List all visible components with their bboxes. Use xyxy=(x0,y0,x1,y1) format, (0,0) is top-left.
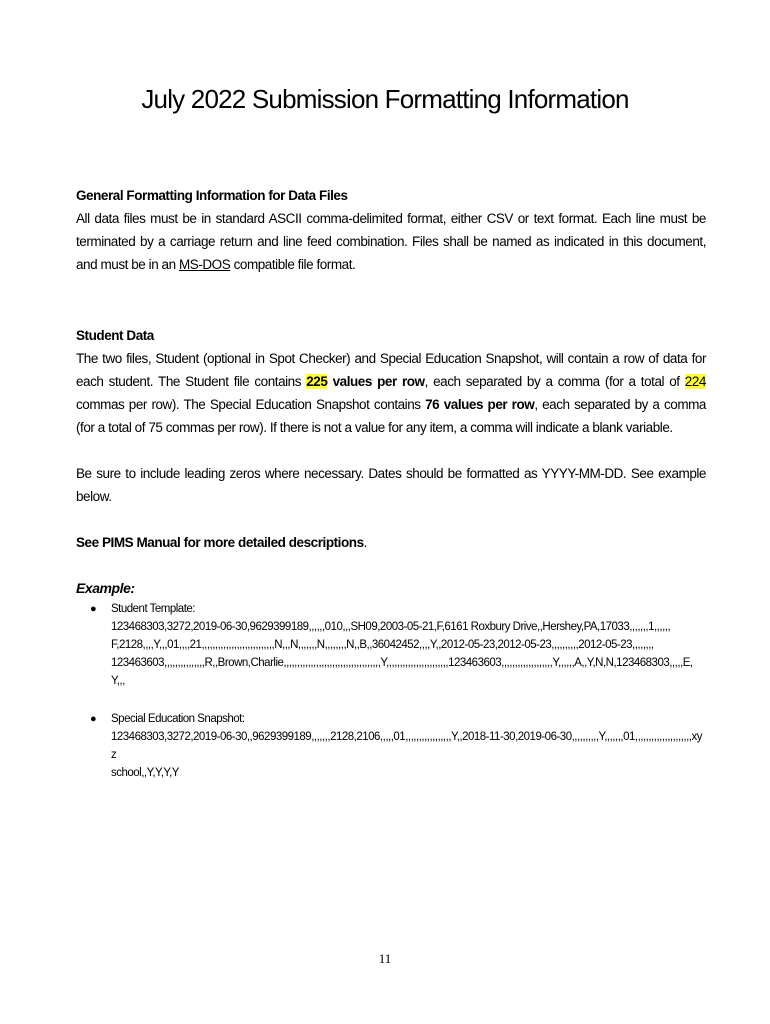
student-data-paragraph xyxy=(76,347,706,439)
code-line: school,,Y,Y,Y,Y xyxy=(111,767,179,779)
leading-zeros-paragraph: Be sure to include leading zeros where necessary. Dates should be formatted as YYYY-MM-DD. See example below. xyxy=(76,466,706,504)
student-text-d: commas per row). The Special Education Snapshot contains xyxy=(76,397,426,412)
pims-manual-bold: See PIMS Manual for more detailed descriptions xyxy=(76,535,364,550)
highlight-225: 225 xyxy=(306,374,328,389)
example-section xyxy=(76,577,706,782)
code-line: F,2128,,,,Y,,,01,,,,21,,,,,,,,,,,,,,,,,,,,,,,,,,,N,,,N,,,,,,,N,,,,,,,,N,,B,,36042452,,,,Y,,2012-05-23,2012-05-23,,,,,,,,,,2012-05-23,,,,,,,, xyxy=(111,639,654,651)
ms-dos-link[interactable]: MS-DOS xyxy=(178,257,231,272)
highlight-224: 224 xyxy=(684,374,706,389)
code-line: 123468303,3272,2019-06-30,9629399189,,,,,,010,,,SH09,2003-05-21,F,6161 Roxbury Drive,,Hershey,PA,17033,,,,,,,1,,,,,, xyxy=(111,621,671,633)
code-line: 123468303,3272,2019-06-30,,9629399189,,,,,,,2128,2106,,,,,01,,,,,,,,,,,,,,,,,Y,,2018-11-30,2019-06-30,,,,,,,,,,Y,,,,,,,01,,,,,,,,,,,,,,,,,,,,,xyz xyxy=(111,731,702,761)
general-heading: General Formatting Information for Data Files xyxy=(76,188,348,203)
student-text-a: The two files, Student (optional in Spot Checker) and Special Education Snapshot, will contain a row of data for each student. The Student file contains xyxy=(76,351,706,389)
code-line: 123463603,,,,,,,,,,,,,,,R,,Brown,Charlie,,,,,,,,,,,,,,,,,,,,,,,,,,,,,,,,,,,,Y,,,,,,,,,,,,,,,,,,,,,,,123463603,,,,,,,,,,,,,,,,,,,Y,,,,,,A,,Y,N,N,123468303,,,,,E,Y,,, xyxy=(111,657,693,687)
general-paragraph xyxy=(76,207,706,276)
general-text-2: compatible file format. xyxy=(230,257,356,272)
pims-manual-end: . xyxy=(363,535,367,550)
general-text-1: All data files must be in standard ASCII comma-delimited format, either CSV or text format. Each line must be terminated by a carriage return and line feed combination. Files shall be named as indicated in this document, and must be in an xyxy=(76,211,706,272)
page-title: July 2022 Submission Formatting Information xyxy=(141,84,629,114)
list-item xyxy=(76,600,706,690)
student-template-label: Student Template: xyxy=(111,603,195,615)
pims-manual-paragraph xyxy=(76,531,706,554)
example-list xyxy=(76,600,706,782)
student-data-section xyxy=(76,324,706,554)
values-per-row-bold: values per row xyxy=(327,374,425,389)
student-text-c: , each separated by a comma (for a total of xyxy=(424,374,685,389)
bullet-icon: ● xyxy=(90,713,97,725)
76-values-bold: 76 values per row xyxy=(425,397,535,412)
special-ed-snapshot-label: Special Education Snapshot: xyxy=(111,713,245,725)
page-number: 11 xyxy=(378,951,392,966)
student-text-f: , each separated by a comma (for a total of 75 commas per row). If there is not a value for any item, a comma will indicate a blank variable. xyxy=(76,397,706,435)
list-item xyxy=(76,710,706,782)
example-label: Example: xyxy=(76,580,135,596)
bullet-icon: ● xyxy=(90,603,97,615)
student-data-heading: Student Data xyxy=(76,328,154,343)
general-section xyxy=(76,184,706,276)
